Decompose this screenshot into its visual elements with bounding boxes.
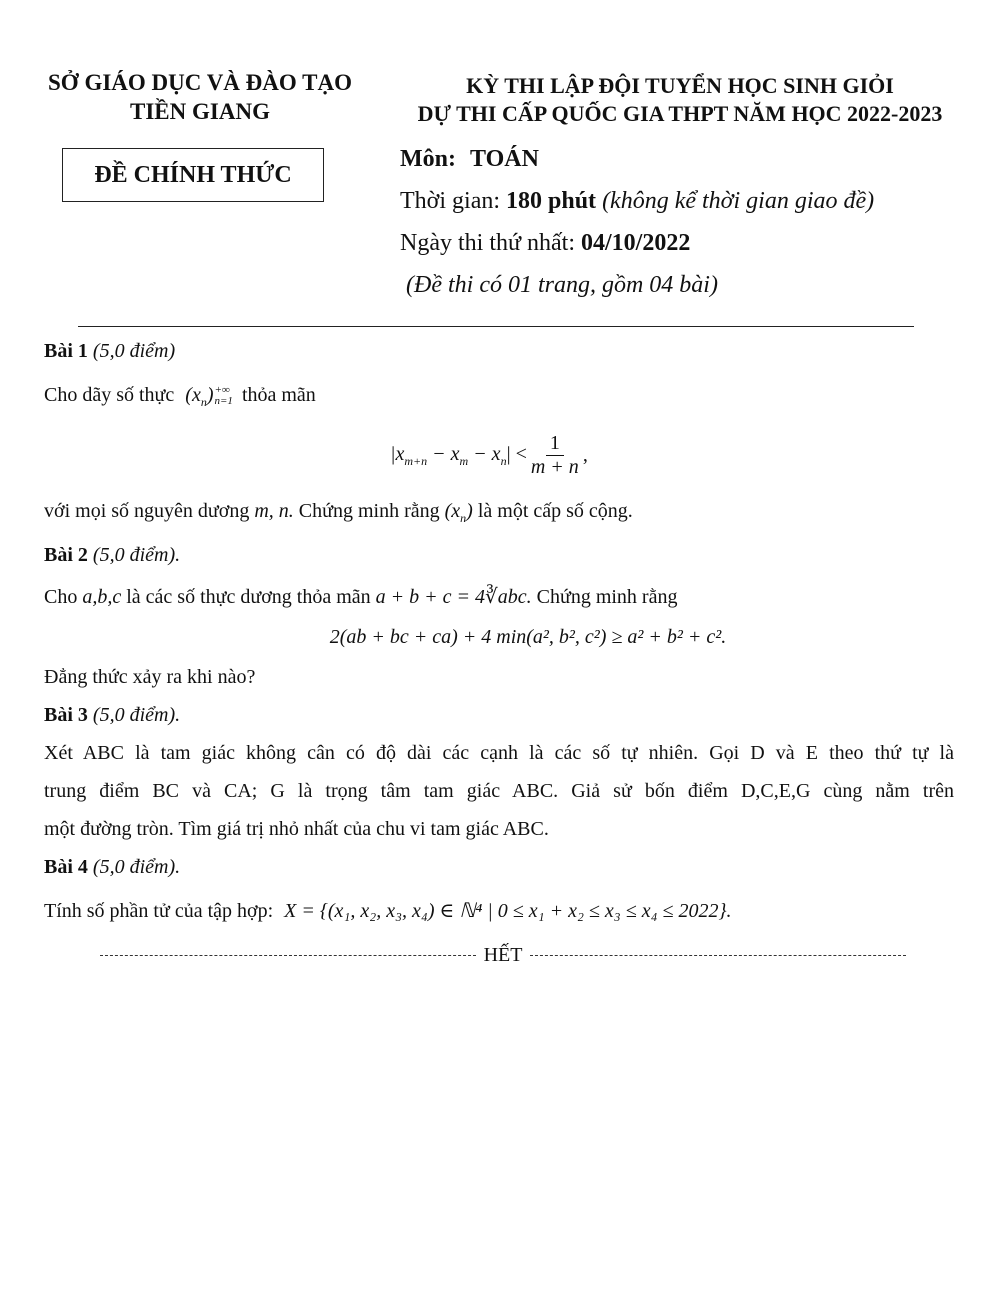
problem-3-line-3: một đường tròn. Tìm giá trị nhỏ nhất của chu vi tam giác ABC. bbox=[44, 818, 549, 840]
end-dash-left bbox=[100, 955, 476, 956]
exam-title-line1: KỲ THI LẬP ĐỘI TUYỂN HỌC SINH GIỎI bbox=[466, 73, 894, 98]
problem-2-intro: Cho a,b,c là các số thực dương thỏa mãn a + b + c = 4∛abc. Chứng minh rằng bbox=[44, 586, 678, 608]
problem-3-line-1: Xét ABC là tam giác không cân có độ dài các cạnh là các số tự nhiên. Gọi D và E theo thứ tự là bbox=[44, 742, 954, 764]
time-line bbox=[400, 188, 874, 215]
date-line bbox=[400, 230, 690, 257]
official-exam-box bbox=[62, 148, 324, 202]
problem-1-title: Bài 1 bbox=[44, 340, 88, 362]
subject-line bbox=[400, 146, 539, 173]
problem-2-inequality: 2(ab + bc + ca) + 4 min(a², b², c²) ≥ a² + b² + c². bbox=[329, 626, 727, 648]
pages-note: (Đề thi có 01 trang, gồm 04 bài) bbox=[406, 272, 718, 298]
problem-3-line-2: trung điểm BC và CA; G là trọng tâm tam giác ABC. Giả sử bốn điểm D,C,E,G cùng nằm trên bbox=[44, 780, 954, 802]
problem-1-conclusion: với mọi số nguyên dương m, n. Chứng minh rằng $(x_n)$ là một cấp số cộng. bbox=[44, 500, 633, 525]
problem-2-title: Bài 2 bbox=[44, 544, 88, 566]
header-divider bbox=[78, 326, 914, 327]
problem-3-title: Bài 3 bbox=[44, 704, 88, 726]
official-label: ĐỀ CHÍNH THỨC bbox=[94, 162, 292, 188]
problem-1-inequality: $|x_{m+n} - x_m - x_n|$ < 1 m + n , bbox=[390, 432, 588, 478]
problem-2-points: (5,0 điểm). bbox=[92, 544, 181, 566]
problem-4-points: (5,0 điểm). bbox=[92, 856, 181, 878]
end-dash-right bbox=[530, 955, 906, 956]
problem-2-heading bbox=[44, 544, 180, 567]
problem-4-statement: Tính số phần tử của tập hợp: X = {(x₁, x₂, x₃, x₄) ∈ ℕ⁴ | 0 ≤ x₁ + x₂ ≤ x₃ ≤ x₄ ≤ 2022}. bbox=[44, 900, 732, 922]
department-header bbox=[30, 68, 370, 126]
time-label: Thời gian: bbox=[400, 188, 501, 214]
department-name: SỞ GIÁO DỤC VÀ ĐÀO TẠO bbox=[48, 70, 352, 95]
problem-1-intro-end: thỏa mãn bbox=[241, 384, 316, 406]
problem-1-intro-text: Cho dãy số thực bbox=[44, 384, 175, 406]
problem-2-question: Đẳng thức xảy ra khi nào? bbox=[44, 666, 256, 688]
end-marker bbox=[100, 944, 906, 967]
problem-1-intro bbox=[44, 384, 954, 410]
inequality-fraction: 1 m + n bbox=[530, 432, 579, 478]
problem-1-heading bbox=[44, 340, 175, 363]
subject-value: TOÁN bbox=[470, 146, 539, 172]
time-note: (không kể thời gian giao đề) bbox=[602, 188, 875, 214]
date-label: Ngày thi thứ nhất: bbox=[400, 230, 575, 256]
date-value: 04/10/2022 bbox=[580, 230, 691, 256]
subject-label: Môn: bbox=[400, 146, 456, 172]
exam-title bbox=[390, 72, 970, 128]
problem-1-points: (5,0 điểm) bbox=[92, 340, 176, 362]
problem-4-title: Bài 4 bbox=[44, 856, 88, 878]
sequence-symbol: $(x_n)$ +∞ n=1 bbox=[185, 384, 233, 409]
problem-3-points: (5,0 điểm). bbox=[92, 704, 181, 726]
problem-4-heading bbox=[44, 856, 180, 879]
end-word: HẾT bbox=[483, 944, 523, 966]
province-name: TIỀN GIANG bbox=[130, 99, 270, 124]
problem-3-heading bbox=[44, 704, 180, 727]
exam-title-line2: DỰ THI CẤP QUỐC GIA THPT NĂM HỌC 2022-2023 bbox=[417, 101, 943, 126]
time-value: 180 phút bbox=[506, 188, 597, 214]
problem-4-set: X = {(x₁, x₂, x₃, x₄) ∈ ℕ⁴ | 0 ≤ x₁ + x₂ ≤ x₃ ≤ x₄ ≤ 2022}. bbox=[284, 900, 732, 922]
